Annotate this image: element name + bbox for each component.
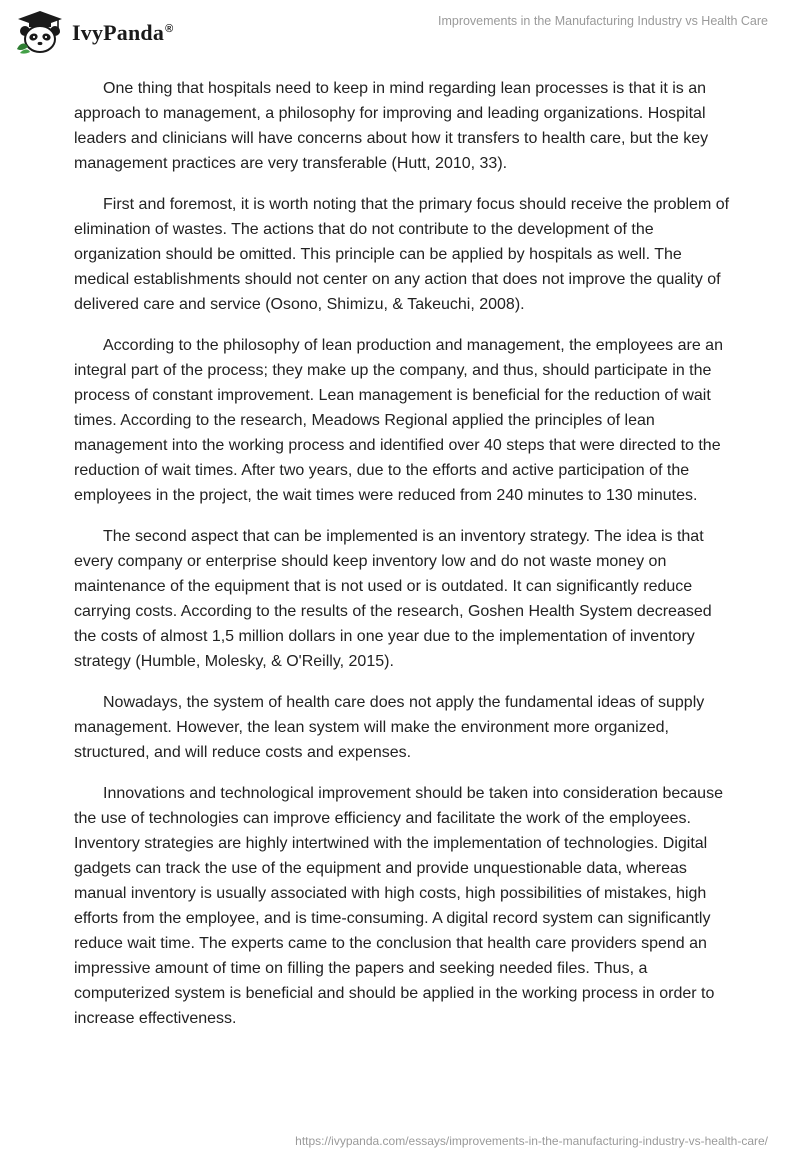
brand-name: IvyPanda® — [72, 20, 174, 45]
paragraph-1: One thing that hospitals need to keep in mind regarding lean processes is that it is an approach to management, a philosophy for improving and leading organizations. Hospital leaders and clinicians will have concerns about how it transfers to health care, but the key management practices are very transferable (Hutt, 2010, 33). — [74, 80, 709, 172]
brand-logo[interactable] — [14, 8, 173, 56]
panda-graduate-icon — [14, 9, 66, 55]
source-url-link[interactable]: https://ivypanda.com/essays/improvements-in-the-manufacturing-industry-vs-health-care/ — [295, 1134, 768, 1148]
page-header — [0, 0, 800, 60]
paragraph-6: Innovations and technological improvement should be taken into consideration because the use of technologies can improve efficiency and facilitate the work of the employees. Inventory strategies are highly intertwined with the implementation of technologies. Digital gadgets can track the use of the equipment and provide unquestionable data, whereas manual inventory is usually associated with high costs, high possibilities of mistakes, high efforts from the employee, and is time-consuming. A digital record system can significantly reduce wait time. The experts came to the conclusion that health care providers spend an impressive amount of time on filling the papers and seeking needed files. Thus, a computerized system is beneficial and should be applied in the working process in order to increase effectiveness. — [74, 785, 723, 1027]
document-title: Improvements in the Manufacturing Industry vs Health Care — [437, 14, 768, 28]
paragraph-2: First and foremost, it is worth noting that the primary focus should receive the problem of elimination of wastes. The actions that do not contribute to the development of the organization should be omitted. This principle can be applied by hospitals as well. The medical establishments should not center on any action that does not improve the quality of delivered care and service (Osono, Shimizu, & Takeuchi, 2008). — [74, 196, 730, 313]
essay-body — [74, 76, 730, 1047]
paragraph-5: Nowadays, the system of health care does not apply the fundamental ideas of supply management. However, the lean system will make the environment more organized, structured, and will reduce costs and expenses. — [74, 694, 705, 761]
paragraph-4: The second aspect that can be implemented is an inventory strategy. The idea is that every company or enterprise should keep inventory low and do not waste money on maintenance of the equipment that is not used or is outdated. It can significantly reduce carrying costs. According to the results of the research, Goshen Health System decreased the costs of almost 1,5 million dollars in one year due to the implementation of inventory strategy (Humble, Molesky, & O'Reilly, 2015). — [74, 528, 712, 670]
registered-mark: ® — [165, 22, 174, 35]
paragraph-3: According to the philosophy of lean production and management, the employees are an integral part of the process; they make up the company, and thus, should participate in the process of constant improvement. Lean management is beneficial for the reduction of wait times. According to the research, Meadows Regional applied the principles of lean management into the working process and identified over 40 steps that were directed to the reduction of wait times. After two years, due to the efforts and active participation of the employees in the project, the wait times were reduced from 240 minutes to 130 minutes. — [74, 337, 723, 504]
